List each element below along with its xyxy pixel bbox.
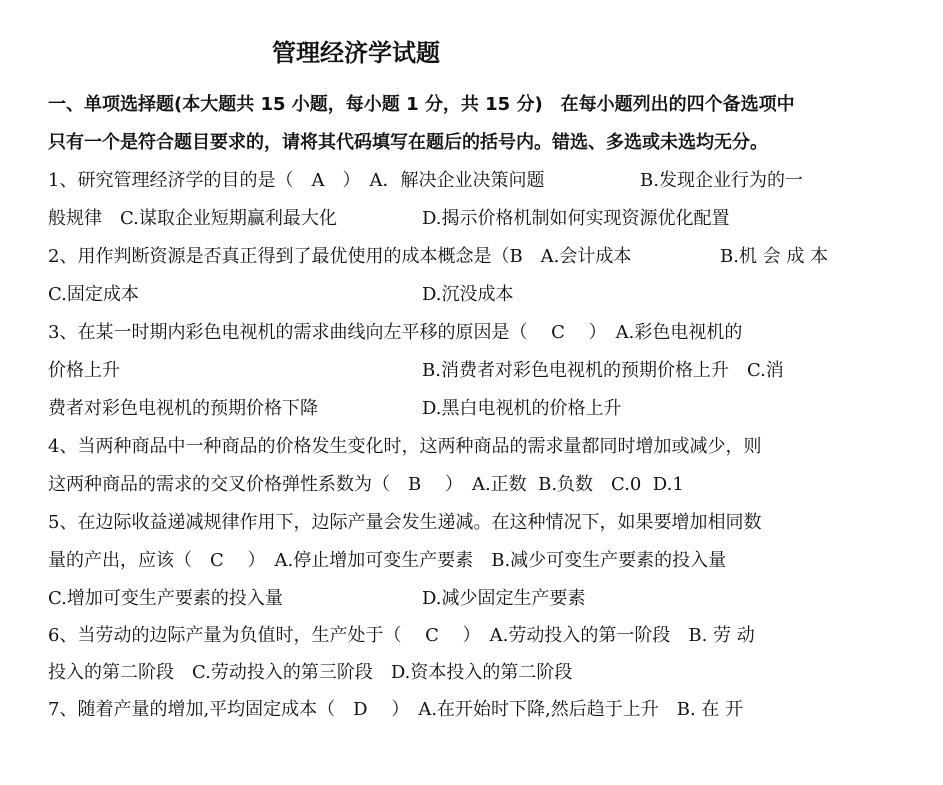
question-1-options-b: D.揭示价格机制如何实现资源优化配置: [422, 208, 730, 229]
section-heading-line-2: 只有一个是符合题目要求的，请将其代码填写在题后的括号内。错选、多选或未选均无分。: [48, 132, 768, 153]
question-6-stem: 6、当劳动的边际产量为负值时，生产处于（ C ） A.劳动投入的第一阶段 B. 劳 动: [48, 625, 755, 646]
question-3-line-2: [48, 356, 928, 386]
question-5-line-3: [48, 584, 928, 614]
question-1-line-2: [48, 204, 928, 234]
question-7: [48, 695, 928, 725]
question-3: [48, 318, 928, 348]
question-2-option-d: D.沉没成本: [422, 284, 514, 305]
question-6-line-2: [48, 658, 928, 688]
question-1-option-b: B.发现企业行为的一: [640, 170, 803, 191]
question-1-stem: 1、研究管理经济学的目的是（ A ） A．解决企业决策问题: [48, 170, 545, 191]
question-5-option-d: D.减少固定生产要素: [422, 588, 586, 609]
question-4: [48, 432, 928, 462]
question-7-stem: 7、随着产量的增加,平均固定成本（ D ） A.在开始时下降,然后趋于上升 B. 在 开: [48, 699, 744, 720]
section-heading-line-1: 一、单项选择题(本大题共 15 小题，每小题 1 分，共 15 分) 在每小题列出的四个备选项中: [48, 94, 795, 115]
question-6-options: 投入的第二阶段 C.劳动投入的第三阶段 D.资本投入的第二阶段: [48, 662, 573, 683]
question-5-option-c: C.增加可变生产要素的投入量: [48, 588, 283, 609]
question-3-text-a: 价格上升: [48, 360, 120, 381]
question-5-stem: 5、在边际收益递减规律作用下，边际产量会发生递减。在这种情况下，如果要增加相同数: [48, 512, 762, 533]
question-4-stem: 4、当两种商品中一种商品的价格发生变化时，这两种商品的需求量都同时增加或减少，则: [48, 436, 762, 457]
question-3-stem: 3、在某一时期内彩色电视机的需求曲线向左平移的原因是（ C ） A.彩色电视机的: [48, 322, 743, 343]
question-1-options-a: 般规律 C.谋取企业短期赢利最大化: [48, 208, 337, 229]
question-2-stem: 2、用作判断资源是否真正得到了最优使用的成本概念是（B A.会计成本: [48, 246, 632, 267]
question-2-line-2: [48, 280, 928, 310]
question-5: [48, 508, 928, 538]
question-6: [48, 621, 928, 651]
question-3-option-b: B.消费者对彩色电视机的预期价格上升 C.消: [422, 360, 784, 381]
question-2: [48, 242, 928, 272]
page-title: 管理经济学试题: [272, 39, 440, 67]
question-5-options-ab: 量的产出，应该（ C ） A.停止增加可变生产要素 B.减少可变生产要素的投入量: [48, 550, 727, 571]
question-1: [48, 166, 928, 196]
question-2-option-c: C.固定成本: [48, 284, 139, 305]
question-3-line-3: [48, 394, 928, 424]
question-2-option-b: B.机 会 成 本: [720, 246, 829, 267]
question-4-options: 这两种商品的需求的交叉价格弹性系数为（ B ） A.正数 B.负数 C.0 D.1: [48, 474, 684, 495]
question-3-option-c: 费者对彩色电视机的预期价格下降: [48, 398, 318, 419]
question-3-option-d: D.黑白电视机的价格上升: [422, 398, 622, 419]
question-5-line-2: [48, 546, 928, 576]
question-4-line-2: [48, 470, 928, 500]
